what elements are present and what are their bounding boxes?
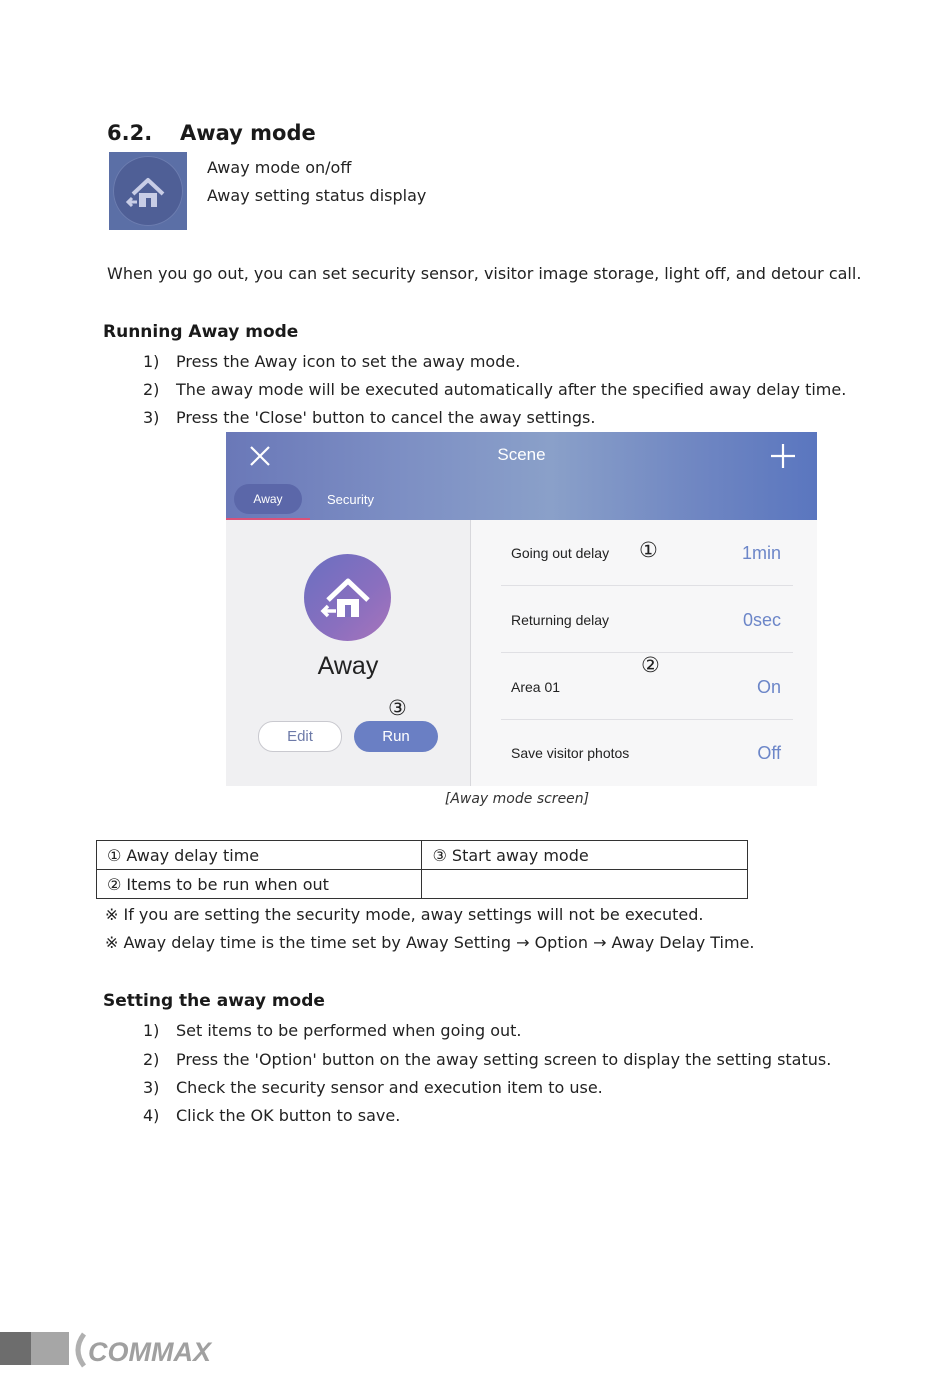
setting-step-text: Click the OK button to save.: [176, 1106, 401, 1125]
setting-step-text: Set items to be performed when going out.: [176, 1021, 522, 1040]
setting-row[interactable]: [501, 720, 793, 786]
running-step-num: 2): [143, 380, 160, 399]
setting-label: Returning delay: [511, 612, 610, 628]
setting-step-num: 4): [143, 1106, 160, 1125]
svg-text:COMMAX: COMMAX: [88, 1337, 211, 1367]
marker-3: ③: [388, 696, 407, 720]
footer-bar: [31, 1332, 69, 1365]
screen-header: [226, 432, 817, 520]
setting-heading: Setting the away mode: [103, 991, 325, 1011]
note: ※ Away delay time is the time set by Away Setting → Option → Away Delay Time.: [105, 933, 755, 952]
screen-title: Scene: [497, 445, 546, 464]
setting-step-text: Press the 'Option' button on the away setting screen to display the setting status.: [176, 1050, 832, 1069]
setting-value: Off: [757, 743, 781, 763]
running-step-text: Press the Away icon to set the away mode.: [176, 352, 521, 371]
away-button[interactable]: [304, 554, 391, 641]
section-number: 6.2.: [107, 121, 153, 145]
setting-step-num: 3): [143, 1078, 160, 1097]
commax-logo: [70, 1330, 245, 1370]
running-step-num: 3): [143, 408, 160, 427]
running-heading: Running Away mode: [103, 322, 299, 342]
setting-row[interactable]: [501, 587, 793, 653]
icon-desc-status: Away setting status display: [207, 186, 427, 205]
table-cell: ① Away delay time: [97, 841, 422, 870]
setting-step-num: 1): [143, 1021, 160, 1040]
icon-desc-onoff: Away mode on/off: [207, 158, 352, 177]
setting-value: 1min: [741, 543, 781, 563]
away-mode-screen: [226, 432, 817, 786]
section-title: Away mode: [180, 121, 316, 145]
tab-away[interactable]: Away: [234, 484, 302, 514]
table-cell: [422, 870, 748, 899]
running-step-text: Press the 'Close' button to cancel the away settings.: [176, 408, 596, 427]
table-row: [97, 870, 748, 899]
marker-1: ①: [639, 538, 658, 562]
away-mode-icon: [109, 152, 187, 230]
settings-panel: [471, 520, 817, 786]
setting-step-text: Check the security sensor and execution item to use.: [176, 1078, 603, 1097]
table-cell: ② Items to be run when out: [97, 870, 422, 899]
setting-value: On: [756, 677, 781, 697]
run-button[interactable]: Run: [354, 721, 438, 752]
intro-text: When you go out, you can set security sensor, visitor image storage, light off, and detour call.: [107, 264, 862, 283]
home-exit-icon: [304, 554, 391, 641]
marker-2: ②: [641, 653, 660, 677]
note: ※ If you are setting the security mode, away settings will not be executed.: [105, 905, 704, 924]
edit-button[interactable]: Edit: [258, 721, 342, 752]
plus-icon[interactable]: [769, 442, 797, 470]
running-step-text: The away mode will be executed automatically after the specified away delay time.: [176, 380, 847, 399]
running-step-num: 1): [143, 352, 160, 371]
mode-label: Away: [317, 652, 379, 680]
mode-panel: [226, 520, 470, 786]
setting-step-num: 2): [143, 1050, 160, 1069]
figure-caption: [Away mode screen]: [444, 791, 590, 807]
table-cell: ③ Start away mode: [422, 841, 748, 870]
legend-table: [96, 840, 748, 899]
setting-label: Save visitor photos: [511, 745, 630, 761]
footer-bar: [0, 1332, 31, 1365]
setting-value: 0sec: [742, 610, 781, 630]
table-row: [97, 841, 748, 870]
setting-label: Area 01: [511, 679, 561, 695]
section-heading: [107, 121, 316, 145]
setting-label: Going out delay: [511, 545, 610, 561]
tab-security[interactable]: Security: [327, 492, 374, 507]
